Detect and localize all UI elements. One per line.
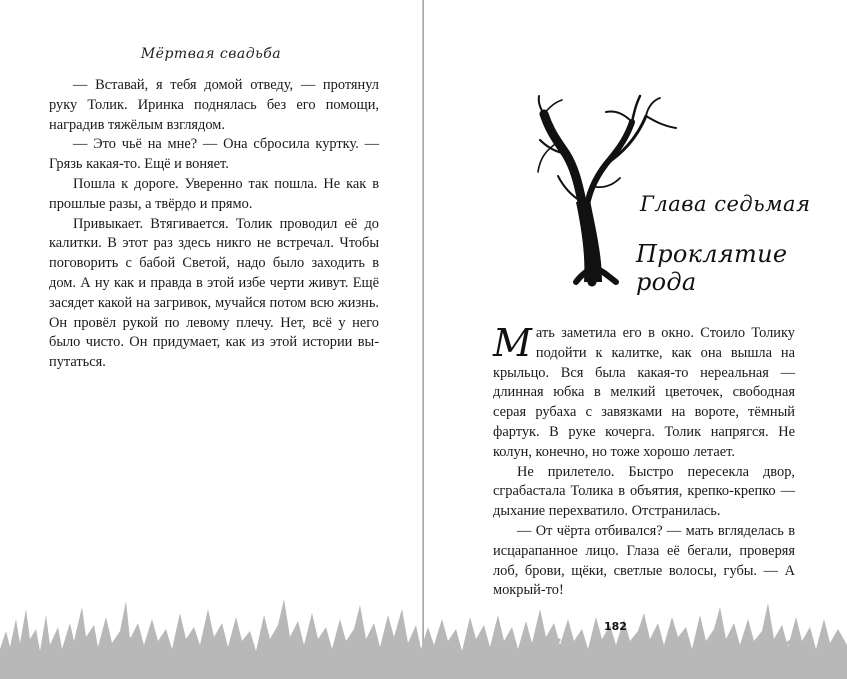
chapter-label: Глава седьмая bbox=[640, 192, 811, 216]
paragraph: Пошла к дороге. Уверенно так пошла. Не как в прошлые разы, а твёрдо и прямо. bbox=[49, 175, 379, 212]
first-paragraph-text: ать заметила его в окно. Стоило Толику подойти к калитке, как она вышла на крыльцо. Вся была какая-то нереальная — длинная юбка в мелкий цветочек, свободная серая рубаха с завязками на вороте, тёмный фартук. В руке кочерга. Толик напрягся. Не колун, конечно, но тоже хорошо летает. bbox=[493, 325, 795, 460]
drop-cap: М bbox=[493, 321, 532, 365]
chapter-title: Проклятие рода bbox=[636, 240, 788, 296]
paragraph: — Это чьё на мне? — Она сбросила куртку. — Грязь какая-то. Ещё и воняет. bbox=[49, 136, 379, 173]
paragraph: Не прилетело. Быстро пересекла двор, сграбастала Толика в объятия, крепко-крепко — дыхание перехватило. Отстранилась. bbox=[493, 463, 795, 520]
paragraph: — Вставай, я тебя домой отведу, — протянул руку Толик. Иринка поднялась без его помощи, наградив тяжёлым взглядом. bbox=[49, 77, 379, 133]
grass-silhouette bbox=[0, 579, 847, 679]
first-paragraph bbox=[493, 321, 795, 463]
right-page-text bbox=[493, 321, 795, 601]
paragraph: Привыкает. Втягивается. Толик проводил её до калитки. В этот раз здесь никго не встречал. Чтобы поговорить с бабой Светой, надо было заходить в дом. А ну как и правда в этой избе черти живут. Ещё засядет какой на загривок, мучайся потом всю жизнь. Он провёл рукой по левому плечу. Нет, всё у него было чисто. Он придумает, как из этой истории выпутаться. bbox=[49, 215, 379, 371]
page-number: 182 bbox=[604, 620, 627, 633]
running-head: Мёртвая свадьба bbox=[140, 46, 282, 62]
left-page-text bbox=[49, 76, 379, 373]
paragraph: — От чёрта отбивался? — мать вгляделась в исцарапанное лицо. Глаза её бегали, проверяя лоб, брови, щёки, светлые волосы, губы. — А мокрый-то! bbox=[493, 522, 795, 599]
